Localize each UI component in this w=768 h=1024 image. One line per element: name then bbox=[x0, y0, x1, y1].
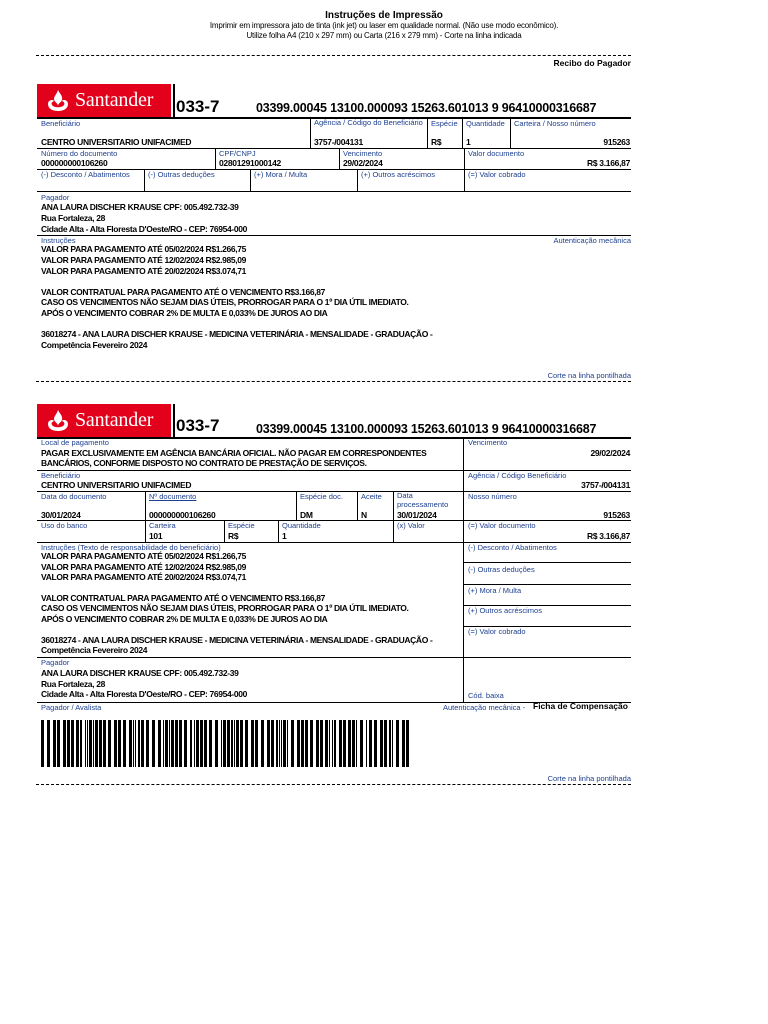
divider bbox=[464, 169, 465, 191]
label-valor-cobrado: (=) Valor cobrado bbox=[468, 170, 526, 179]
value-valor-doc: R$ 3.166,87 bbox=[586, 531, 630, 541]
divider bbox=[37, 148, 631, 149]
label-especie: Espécie bbox=[431, 119, 458, 128]
label-quantidade: Quantidade bbox=[282, 521, 321, 530]
label-corte: Corte na linha pontilhada bbox=[547, 371, 631, 380]
bank-name: Santander bbox=[75, 89, 154, 111]
santander-logo bbox=[37, 84, 171, 117]
label-local-pagamento: Local de pagamento bbox=[41, 438, 109, 447]
label-desconto: (-) Desconto / Abatimentos bbox=[468, 543, 557, 552]
label-valor-cobrado: (=) Valor cobrado bbox=[468, 627, 526, 636]
divider bbox=[145, 520, 146, 542]
code-divider bbox=[173, 84, 175, 117]
label-data-doc: Data do documento bbox=[41, 492, 107, 501]
print-instructions-line-1: Imprimir em impressora jato de tinta (ink jet) ou laser em qualidade normal. (Não use modo econômico). bbox=[209, 21, 559, 30]
divider bbox=[464, 148, 465, 169]
barcode-icon bbox=[41, 720, 409, 767]
instrucao-line: Competência Fevereiro 2024 bbox=[41, 340, 148, 350]
label-outras-deducoes: (-) Outras deduções bbox=[468, 565, 535, 574]
pagador-line: Cidade Alta - Alta Floresta D'Oeste/RO - CEP: 76954-000 bbox=[41, 224, 248, 234]
divider bbox=[357, 169, 358, 191]
label-outros-acrescimos: (+) Outros acréscimos bbox=[361, 170, 435, 179]
label-outras-deducoes: (-) Outras deduções bbox=[148, 170, 215, 179]
divider bbox=[462, 118, 463, 148]
divider bbox=[510, 118, 511, 148]
value-beneficiario: CENTRO UNIVERSITARIO UNIFACIMED bbox=[41, 480, 192, 490]
instrucao-line: VALOR CONTRATUAL PARA PAGAMENTO ATÉ O VENCIMENTO R$3.166,87 bbox=[41, 593, 325, 603]
divider bbox=[339, 148, 340, 169]
divider bbox=[393, 491, 394, 520]
divider bbox=[37, 657, 631, 658]
label-corte: Corte na linha pontilhada bbox=[547, 774, 631, 783]
instrucao-line: 36018274 - ANA LAURA DISCHER KRAUSE - MEDICINA VETERINÁRIA - MENSALIDADE - GRADUAÇÃO - bbox=[41, 329, 433, 339]
value-aceite: N bbox=[361, 510, 367, 520]
divider bbox=[37, 235, 631, 236]
value-nosso-numero: 915263 bbox=[603, 137, 630, 147]
bank-name: Santander bbox=[75, 409, 154, 431]
label-valor-doc: Valor documento bbox=[468, 149, 525, 158]
divider bbox=[37, 191, 631, 192]
label-numero-doc: Número do documento bbox=[41, 149, 118, 158]
label-vencimento: Vencimento bbox=[468, 438, 508, 447]
label-autenticacao: Autenticação mecânica bbox=[553, 236, 631, 245]
divider bbox=[463, 438, 464, 703]
pagador-line: Rua Fortaleza, 28 bbox=[41, 213, 105, 223]
label-pagador: Pagador bbox=[41, 193, 70, 202]
cut-line-bottom[interactable] bbox=[36, 784, 631, 785]
value-vencimento: 29/02/2024 bbox=[343, 158, 383, 168]
label-nosso-numero: Nosso número bbox=[468, 492, 517, 501]
receipt-title: Recibo do Pagador bbox=[553, 58, 631, 68]
label-data-proc: Data processamento bbox=[397, 491, 449, 509]
label-carteira-nosso: Carteira / Nosso número bbox=[514, 119, 596, 128]
value-data-doc: 30/01/2024 bbox=[41, 510, 81, 520]
ficha-top-rule bbox=[37, 437, 631, 439]
value-valor-doc: R$ 3.166,87 bbox=[586, 158, 630, 168]
label-instrucoes: Instruções bbox=[41, 236, 76, 245]
divider bbox=[463, 562, 631, 563]
value-agencia: 3757-/004131 bbox=[314, 137, 363, 147]
label-outros-acrescimos: (+) Outros acréscimos bbox=[468, 606, 542, 615]
instrucao-line: CASO OS VENCIMENTOS NÃO SEJAM DIAS ÚTEIS, PRORROGAR PARA O 1º DIA ÚTIL IMEDIATO. bbox=[41, 603, 409, 613]
instrucao-line: APÓS O VENCIMENTO COBRAR 2% DE MULTA E 0,033% DE JUROS AO DIA bbox=[41, 614, 328, 624]
instrucao-line: VALOR PARA PAGAMENTO ATÉ 20/02/2024 R$3.074,71 bbox=[41, 266, 246, 276]
label-agencia: Agência / Código do Beneficiário bbox=[314, 118, 423, 127]
label-valor-doc: (=) Valor documento bbox=[468, 521, 536, 530]
value-numero-doc: 000000000106260 bbox=[41, 158, 108, 168]
value-quantidade: 1 bbox=[466, 137, 471, 147]
label-mora-multa: (+) Mora / Multa bbox=[254, 170, 308, 179]
instrucao-line: CASO OS VENCIMENTOS NÃO SEJAM DIAS ÚTEIS, PRORROGAR PARA O 1º DIA ÚTIL IMEDIATO. bbox=[41, 297, 409, 307]
pagador-line: ANA LAURA DISCHER KRAUSE CPF: 005.492.732-39 bbox=[41, 668, 239, 678]
label-no-doc: Nº documento bbox=[149, 492, 197, 501]
value-especie-doc: DM bbox=[300, 510, 313, 520]
instrucao-line: VALOR PARA PAGAMENTO ATÉ 05/02/2024 R$1.266,75 bbox=[41, 244, 246, 254]
label-beneficiario: Beneficiário bbox=[41, 471, 81, 480]
label-x-valor: (x) Valor bbox=[397, 521, 425, 530]
value-especie: R$ bbox=[431, 137, 442, 147]
label-pagador: Pagador bbox=[41, 658, 70, 667]
instrucao-line: 36018274 - ANA LAURA DISCHER KRAUSE - MEDICINA VETERINÁRIA - MENSALIDADE - GRADUAÇÃO - bbox=[41, 635, 433, 645]
instrucao-line: VALOR PARA PAGAMENTO ATÉ 12/02/2024 R$2.985,09 bbox=[41, 562, 246, 572]
local-pagamento-line: BANCÁRIOS, CONFORME DISPOSTO NO CONTRATO DE PRESTAÇÃO DE SERVIÇOS. bbox=[41, 458, 367, 468]
value-agencia: 3757-/004131 bbox=[581, 480, 630, 490]
divider bbox=[463, 584, 631, 585]
divider bbox=[144, 169, 145, 191]
divider bbox=[224, 520, 225, 542]
label-instrucoes: Instruções (Texto de responsabilidade do beneficiário) bbox=[41, 543, 221, 552]
value-vencimento: 29/02/2024 bbox=[590, 448, 630, 458]
value-especie: R$ bbox=[228, 531, 239, 541]
divider bbox=[145, 491, 146, 520]
pagador-line: Rua Fortaleza, 28 bbox=[41, 679, 105, 689]
value-data-proc: 30/01/2024 bbox=[397, 510, 437, 520]
instrucao-line: APÓS O VENCIMENTO COBRAR 2% DE MULTA E 0,033% DE JUROS AO DIA bbox=[41, 308, 328, 318]
instrucao-line: VALOR CONTRATUAL PARA PAGAMENTO ATÉ O VENCIMENTO R$3.166,87 bbox=[41, 287, 325, 297]
divider bbox=[427, 118, 428, 148]
label-agencia: Agência / Código Beneficiário bbox=[468, 471, 567, 480]
cut-line-top bbox=[36, 55, 631, 56]
value-beneficiario: CENTRO UNIVERSITARIO UNIFACIMED bbox=[41, 137, 192, 147]
label-especie: Espécie bbox=[228, 521, 255, 530]
digitable-line: 03399.00045 13100.000093 15263.601013 9 96410000316687 bbox=[256, 422, 597, 436]
ficha-title: Ficha de Compensação bbox=[533, 701, 628, 711]
label-beneficiario: Beneficiário bbox=[41, 119, 81, 128]
divider bbox=[310, 118, 311, 148]
value-carteira: 101 bbox=[149, 531, 163, 541]
santander-flame-icon bbox=[45, 409, 71, 433]
print-instructions-line-2: Utilize folha A4 (210 x 297 mm) ou Carta (216 x 279 mm) - Corte na linha indicada bbox=[246, 31, 522, 40]
label-desconto: (-) Desconto / Abatimentos bbox=[41, 170, 130, 179]
label-pagador-avalista: Pagador / Avalista bbox=[41, 703, 102, 712]
pagador-line: Cidade Alta - Alta Floresta D'Oeste/RO - CEP: 76954-000 bbox=[41, 689, 248, 699]
label-vencimento: Vencimento bbox=[343, 149, 383, 158]
label-especie-doc: Espécie doc. bbox=[300, 492, 343, 501]
divider bbox=[296, 491, 297, 520]
divider bbox=[357, 491, 358, 520]
label-autenticacao: Autenticação mecânica - bbox=[443, 703, 526, 712]
label-carteira: Carteira bbox=[149, 521, 176, 530]
label-mora-multa: (+) Mora / Multa bbox=[468, 586, 522, 595]
value-nosso-numero: 915263 bbox=[603, 510, 630, 520]
pagador-line: ANA LAURA DISCHER KRAUSE CPF: 005.492.732-39 bbox=[41, 202, 239, 212]
instrucao-line: VALOR PARA PAGAMENTO ATÉ 20/02/2024 R$3.074,71 bbox=[41, 572, 246, 582]
divider bbox=[215, 148, 216, 169]
print-instructions-title: Instruções de Impressão bbox=[325, 10, 443, 21]
value-quantidade: 1 bbox=[282, 531, 287, 541]
code-divider bbox=[173, 404, 175, 437]
divider bbox=[37, 520, 631, 521]
label-cod-baixa: Cód. baixa bbox=[468, 691, 504, 700]
santander-logo bbox=[37, 404, 171, 437]
divider bbox=[250, 169, 251, 191]
santander-flame-icon bbox=[45, 89, 71, 113]
divider bbox=[393, 520, 394, 542]
label-aceite: Aceite bbox=[361, 492, 382, 501]
value-cpf-cnpj: 02801291000142 bbox=[219, 158, 281, 168]
cut-line-middle[interactable] bbox=[36, 381, 631, 382]
value-no-doc: 000000000106260 bbox=[149, 510, 216, 520]
local-pagamento-line: PAGAR EXCLUSIVAMENTE EM AGÊNCIA BANCÁRIA OFICIAL. NÃO PAGAR EM CORRESPONDENTES bbox=[41, 448, 427, 458]
label-quantidade: Quantidade bbox=[466, 119, 505, 128]
label-cpf-cnpj: CPF/CNPJ bbox=[219, 149, 256, 158]
instrucao-line: VALOR PARA PAGAMENTO ATÉ 05/02/2024 R$1.266,75 bbox=[41, 551, 246, 561]
digitable-line: 03399.00045 13100.000093 15263.601013 9 96410000316687 bbox=[256, 101, 597, 115]
divider bbox=[278, 520, 279, 542]
bank-code: 033-7 bbox=[176, 416, 220, 435]
instrucao-line: VALOR PARA PAGAMENTO ATÉ 12/02/2024 R$2.985,09 bbox=[41, 255, 246, 265]
label-uso-banco: Uso do banco bbox=[41, 521, 88, 530]
bank-code: 033-7 bbox=[176, 97, 220, 116]
instrucao-line: Competência Fevereiro 2024 bbox=[41, 645, 148, 655]
